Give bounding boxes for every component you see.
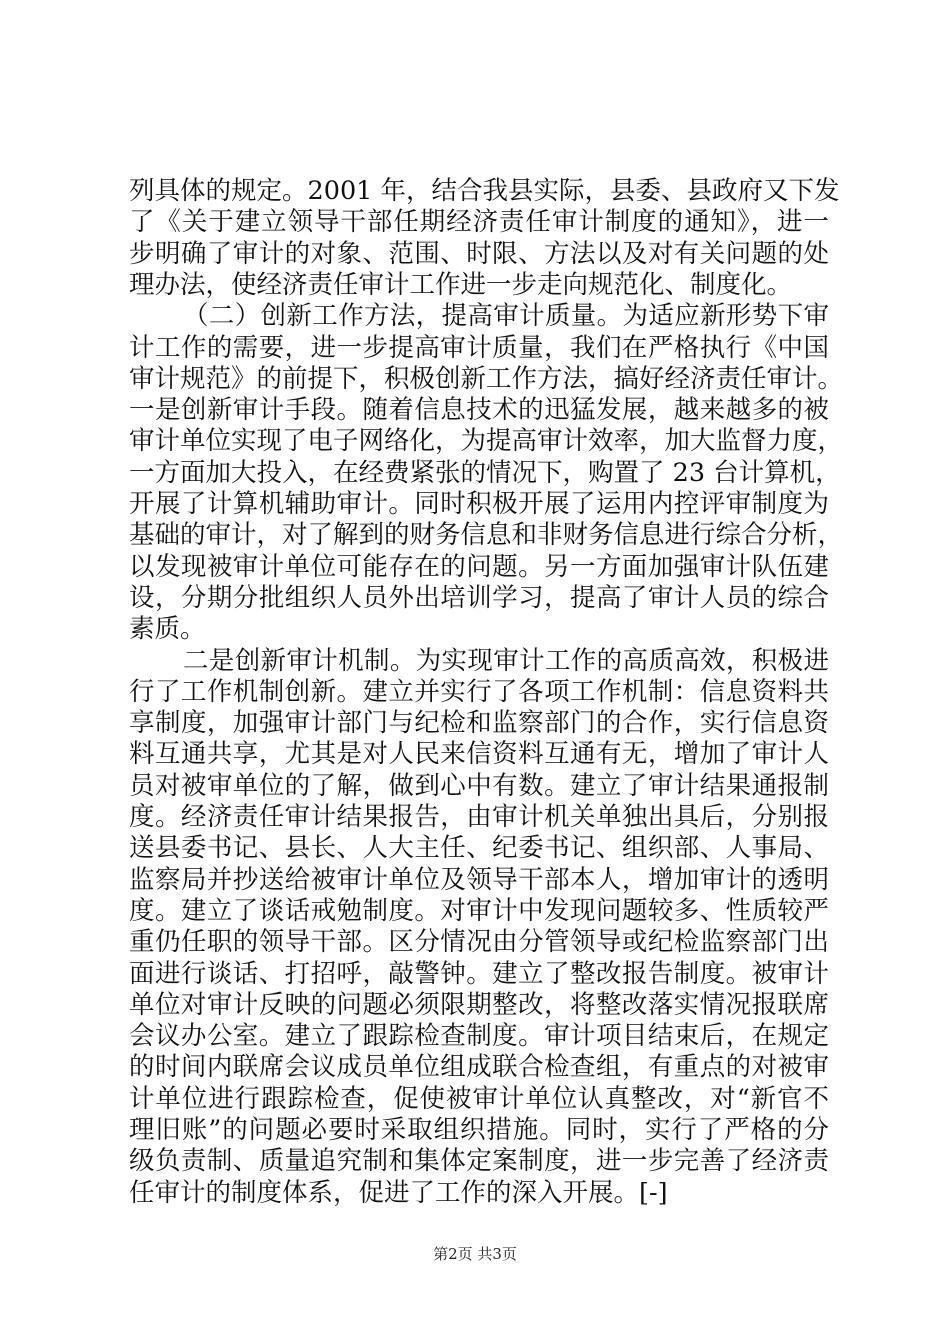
text-line: 会议办公室。建立了跟踪检查制度。审计项目结束后，在规定 [129,1021,829,1051]
text-line: 步明确了审计的对象、范围、时限、方法以及对有关问题的处 [129,239,829,269]
text-line: 级负责制、质量追究制和集体定案制度，进一步完善了经济责 [129,1146,829,1176]
text-line: 度。建立了谈话戒勉制度。对审计中发现问题较多、性质较严 [129,896,829,926]
text-line: 开展了计算机辅助审计。同时积极开展了运用内控评审制度为 [129,489,829,519]
text-line: 基础的审计，对了解到的财务信息和非财务信息进行综合分析， [129,520,844,550]
text-line: 送县委书记、县长、人大主任、纪委书记、组织部、人事局、 [129,833,829,863]
text-line: 素质。 [129,614,206,644]
text-line: 以发现被审计单位可能存在的问题。另一方面加强审计队伍建 [129,552,829,582]
text-line: 审计单位实现了电子网络化，为提高审计效率，加大监督力度， [129,426,844,456]
text-line: 一是创新审计手段。随着信息技术的迅猛发展，越来越多的被 [129,395,829,425]
text-line: 了《关于建立领导干部任期经济责任审计制度的通知》，进一 [129,207,829,237]
text-line: 计单位进行跟踪检查，促使被审计单位认真整改，对“新官不 [129,1084,829,1114]
text-line: 员对被审单位的了解，做到心中有数。建立了审计结果通报制 [129,771,829,801]
text-line: 度。经济责任审计结果报告，由审计机关单独出具后，分别报 [129,802,829,832]
text-line: 单位对审计反映的问题必须限期整改，将整改落实情况报联席 [129,990,829,1020]
text-line: 审计规范》的前提下，积极创新工作方法，搞好经济责任审计。 [129,364,844,394]
text-line: 理办法，使经济责任审计工作进一步走向规范化、制度化。 [129,270,793,300]
text-line: 监察局并抄送给被审计单位及领导干部本人，增加审计的透明 [129,865,829,895]
text-line: 一方面加大投入，在经费紧张的情况下，购置了 23 台计算机， [129,458,841,488]
text-line: 重仍任职的领导干部。区分情况由分管领导或纪检监察部门出 [129,927,829,957]
text-line: 行了工作机制创新。建立并实行了各项工作机制：信息资料共 [129,677,829,707]
text-line: 享制度，加强审计部门与纪检和监察部门的合作，实行信息资 [129,708,829,738]
paragraph-start-line: （二）创新工作方法，提高审计质量。为适应新形势下审 [183,301,829,331]
text-line: 理旧账”的问题必要时采取组织措施。同时，实行了严格的分 [129,1115,829,1145]
text-line: 的时间内联席会议成员单位组成联合检查组，有重点的对被审 [129,1052,829,1082]
paragraph-start-line: 二是创新审计机制。为实现审计工作的高质高效，积极进 [183,646,829,676]
text-line: 计工作的需要，进一步提高审计质量，我们在严格执行《中国 [129,333,829,363]
page-footer: 第2页 共3页 [433,1245,517,1263]
text-line: 面进行谈话、打招呼，敲警钟。建立了整改报告制度。被审计 [129,959,829,989]
text-line: 料互通共享，尤其是对人民来信资料互通有无，增加了审计人 [129,739,829,769]
text-line: 列具体的规定。2001 年，结合我县实际，县委、县政府又下发 [129,176,840,206]
text-line: 任审计的制度体系，促进了工作的深入开展。[-] [129,1178,668,1208]
text-line: 设，分期分批组织人员外出培训学习，提高了审计人员的综合 [129,583,829,613]
